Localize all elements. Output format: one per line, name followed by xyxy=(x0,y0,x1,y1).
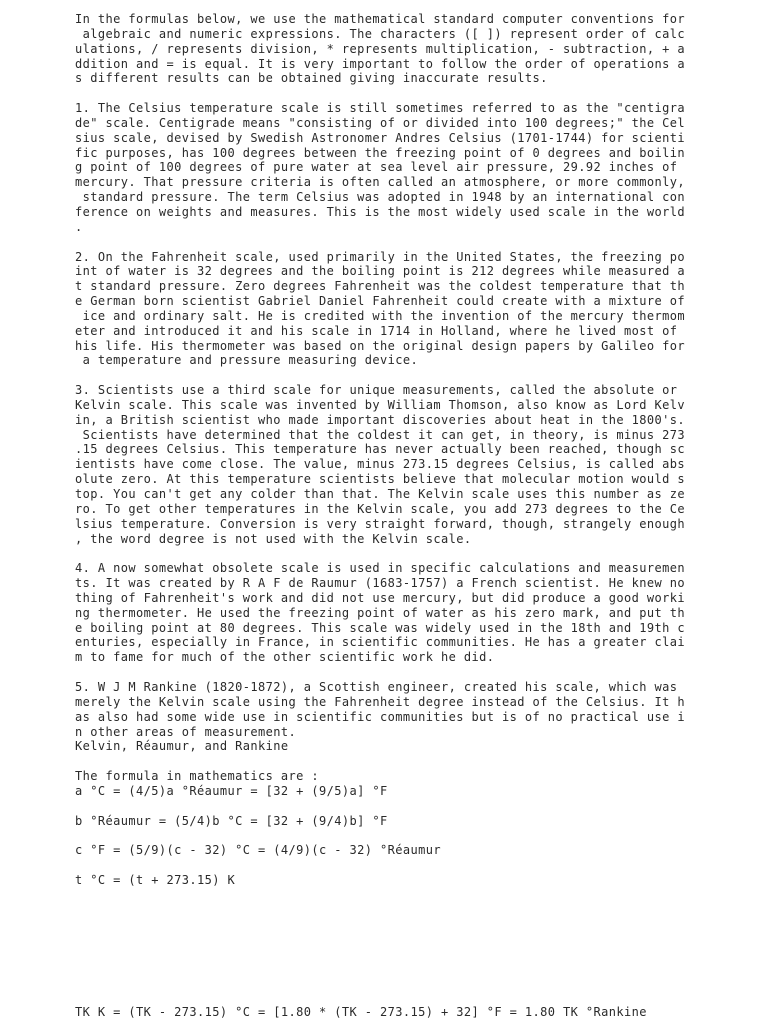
formula-rankine: TK K = (TK - 273.15) °C = [1.80 * (TK - 273.15) + 32] °F = 1.80 TK °Rankine xyxy=(75,1005,647,1019)
text-line: thing of Fahrenheit's work and did not use mercury, but did produce a good worki xyxy=(75,590,685,605)
text-line: e German born scientist Gabriel Daniel Fahrenheit could create with a mixture of xyxy=(75,294,685,309)
text-line: ddition and = is equal. It is very important to follow the order of operations a xyxy=(75,56,685,71)
text-line: his life. His thermometer was based on the original design papers by Galileo for xyxy=(75,338,685,353)
text-line: g point of 100 degrees of pure water at sea level air pressure, 29.92 inches of xyxy=(75,160,678,175)
text-line: ientists have come close. The value, minus 273.15 degrees Celsius, is called abs xyxy=(75,457,685,472)
formula-line: t °C = (t + 273.15) K xyxy=(75,872,236,887)
text-line: algebraic and numeric expressions. The characters ([ ]) represent order of calc xyxy=(75,26,685,41)
text-line: 2. On the Fahrenheit scale, used primarily in the United States, the freezing po xyxy=(75,249,685,264)
text-line: lsius temperature. Conversion is very straight forward, though, strangely enough xyxy=(75,516,685,531)
text-line: de" scale. Centigrade means "consisting of or divided into 100 degrees;" the Cel xyxy=(75,115,685,130)
text-line: top. You can't get any colder than that. The Kelvin scale uses this number as ze xyxy=(75,487,685,501)
text-line: as also had some wide use in scientific communities but is of no practical use i xyxy=(75,709,685,724)
formula-fahrenheit xyxy=(75,843,755,858)
text-line: Scientists have determined that the coldest it can get, in theory, is minus 273 xyxy=(75,427,685,442)
text-line: in, a British scientist who made important discoveries about heat in the 1800's. xyxy=(75,412,685,427)
reaumur-paragraph xyxy=(75,561,755,665)
text-line: Kelvin scale. This scale was invented by William Thomson, also know as Lord Kelv xyxy=(75,397,685,412)
text-line: enturies, especially in France, in scientific communities. He has a greater clai xyxy=(75,635,685,650)
text-line: t standard pressure. Zero degrees Fahrenheit was the coldest temperature that th xyxy=(75,279,685,294)
celsius-paragraph xyxy=(75,101,755,235)
text-line: ng thermometer. He used the freezing point of water as his zero mark, and put th xyxy=(75,605,685,620)
text-line: .15 degrees Celsius. This temperature has never actually been reached, though sc xyxy=(75,442,685,457)
text-line: standard pressure. The term Celsius was adopted in 1948 by an international con xyxy=(75,190,685,205)
text-line: , the word degree is not used with the Kelvin scale. xyxy=(75,531,472,546)
text-line: 4. A now somewhat obsolete scale is used in specific calculations and measuremen xyxy=(75,561,685,576)
text-line: e boiling point at 80 degrees. This scale was widely used in the 18th and 19th c xyxy=(75,620,685,635)
kelvin-paragraph xyxy=(75,383,755,546)
text-line: . xyxy=(75,219,83,234)
text-line: m to fame for much of the other scientific work he did. xyxy=(75,650,495,665)
text-line: In the formulas below, we use the mathematical standard computer conventions for xyxy=(75,12,685,26)
text-line: eter and introduced it and his scale in 1714 in Holland, where he lived most of xyxy=(75,323,678,338)
text-line: 5. W J M Rankine (1820-1872), a Scottish engineer, created his scale, which was xyxy=(75,679,678,694)
text-line: 1. The Celsius temperature scale is still sometimes referred to as the "centigra xyxy=(75,101,685,116)
formula-reaumur xyxy=(75,814,755,829)
text-line: ulations, / represents division, * represents multiplication, - subtraction, + a xyxy=(75,41,685,56)
text-line: mercury. That pressure criteria is often called an atmosphere, or more commonly, xyxy=(75,175,685,190)
formula-line: b °Réaumur = (5/4)b °C = [32 + (9/4)b] °F xyxy=(75,813,388,828)
text-line: int of water is 32 degrees and the boiling point is 212 degrees while measured a xyxy=(75,264,685,279)
formula-kelvin xyxy=(75,873,755,888)
fahrenheit-paragraph xyxy=(75,250,755,369)
text-line: Kelvin, Réaumur, and Rankine xyxy=(75,739,289,754)
text-line: a temperature and pressure measuring device. xyxy=(75,353,419,368)
text-line: s different results can be obtained giving inaccurate results. xyxy=(75,71,548,86)
formula-line: c °F = (5/9)(c - 32) °C = (4/9)(c - 32) °Réaumur xyxy=(75,843,441,858)
text-line: sius scale, devised by Swedish Astronomer Andres Celsius (1701-1744) for scienti xyxy=(75,130,685,145)
text-line: ference on weights and measures. This is the most widely used scale in the world xyxy=(75,204,685,219)
text-line: ro. To get other temperatures in the Kelvin scale, you add 273 degrees to the Ce xyxy=(75,501,685,516)
document-body xyxy=(75,12,755,903)
text-line: ts. It was created by R A F de Raumur (1683-1757) a French scientist. He knew no xyxy=(75,576,685,591)
formula-celsius: a °C = (4/5)a °Réaumur = [32 + (9/5)a] °F xyxy=(75,783,388,798)
formula-heading: The formula in mathematics are : xyxy=(75,769,319,784)
text-line: 3. Scientists use a third scale for unique measurements, called the absolute or xyxy=(75,383,678,398)
rankine-paragraph xyxy=(75,680,755,754)
intro-paragraph xyxy=(75,12,755,86)
text-line: olute zero. At this temperature scientists believe that molecular motion would s xyxy=(75,472,685,487)
text-line: fic purposes, has 100 degrees between the freezing point of 0 degrees and boilin xyxy=(75,145,685,160)
text-line: merely the Kelvin scale using the Fahrenheit degree instead of the Celsius. It h xyxy=(75,694,685,709)
text-line: ice and ordinary salt. He is credited with the invention of the mercury thermom xyxy=(75,308,685,323)
text-line: n other areas of measurement. xyxy=(75,724,297,739)
formula-block xyxy=(75,769,755,799)
